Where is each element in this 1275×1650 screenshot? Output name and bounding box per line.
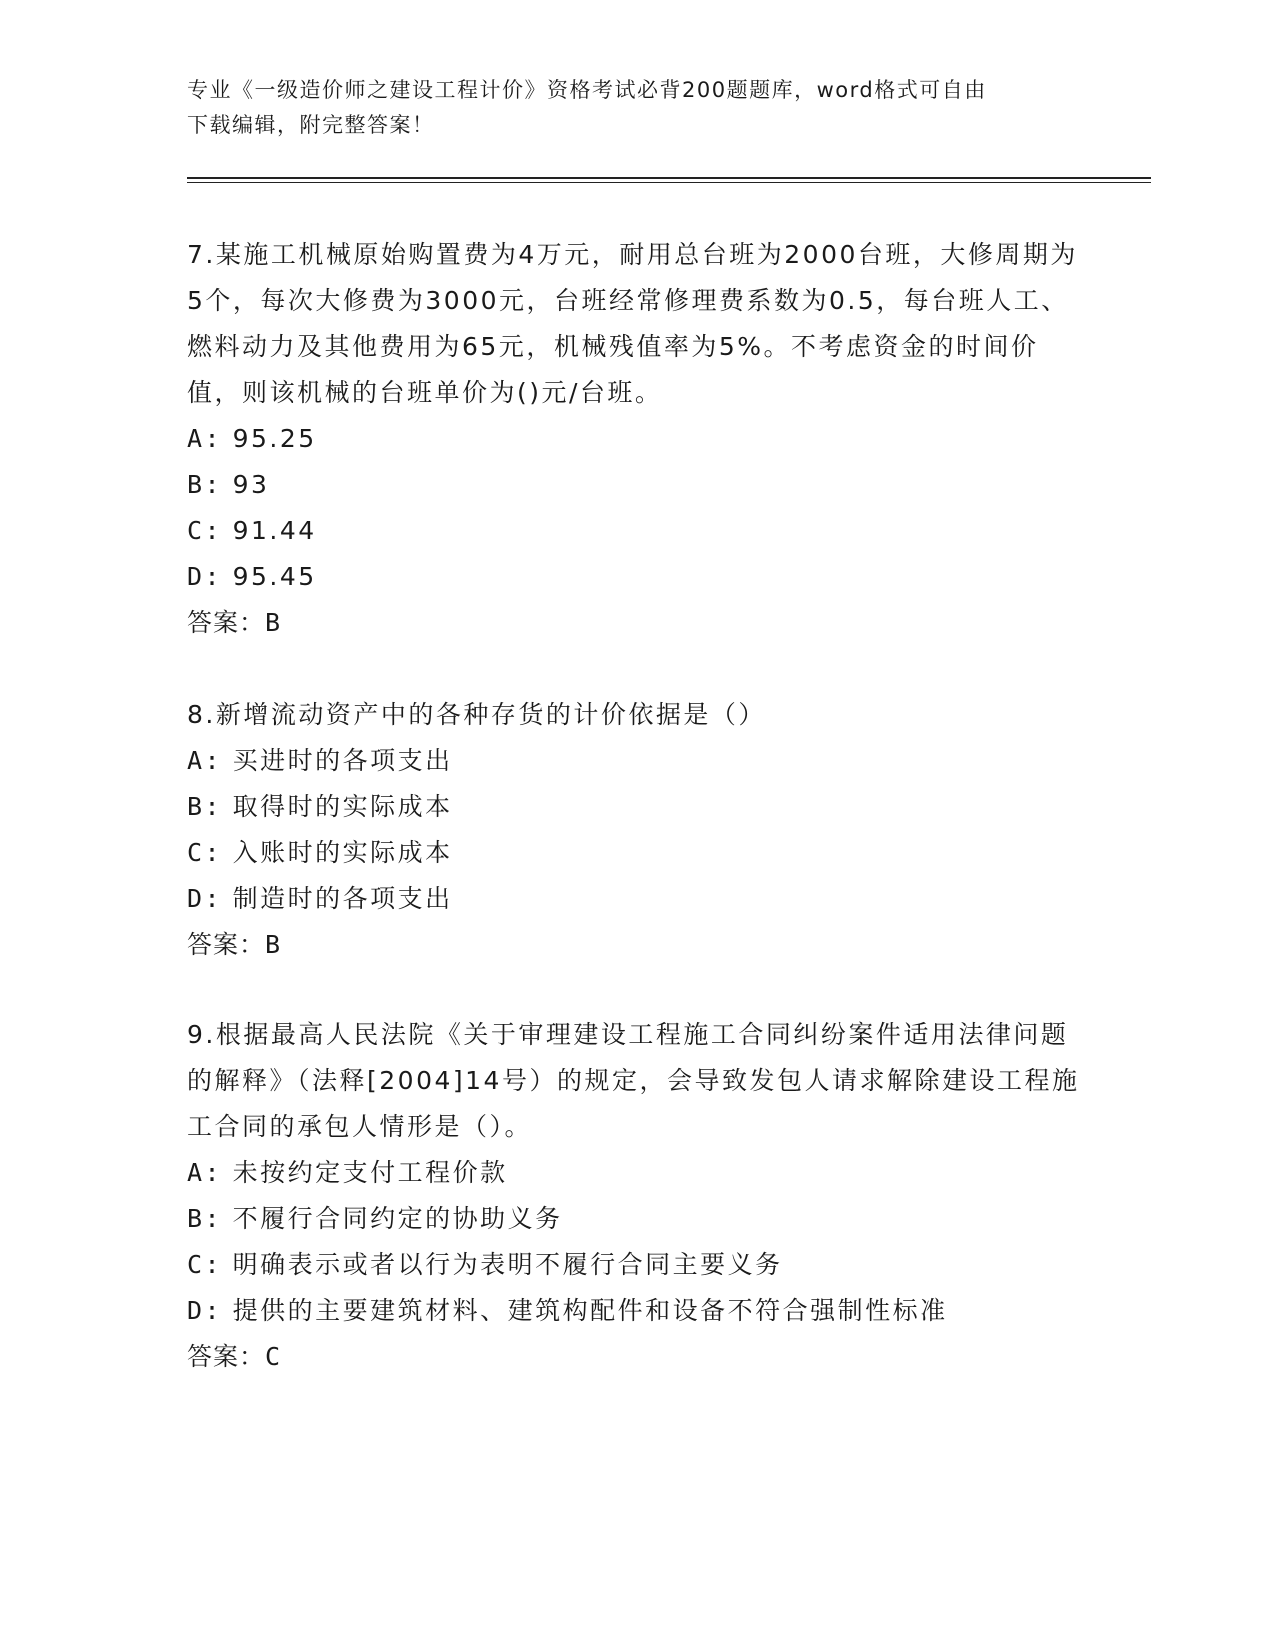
question-stem: 9.根据最高人民法院《关于审理建设工程施工合同纠纷案件适用法律问题的解释》（法释[2004]14号）的规定，会导致发包人请求解除建设工程施工合同的承包人情形是（）。 — [187, 1020, 1080, 1141]
option-text: 95.25 — [232, 424, 317, 453]
option-a — [187, 416, 1087, 462]
header-divider-thick — [187, 177, 1151, 179]
option-text: 提供的主要建筑材料、建筑构配件和设备不符合强制性标准 — [232, 1296, 948, 1325]
option-b — [187, 1196, 1087, 1242]
answer-line — [187, 922, 1087, 968]
option-d — [187, 1288, 1087, 1334]
header-line-2: 下载编辑，附完整答案！ — [187, 113, 435, 137]
question-9 — [187, 1012, 1087, 1380]
question-stem: 7.某施工机械原始购置费为4万元，耐用总台班为2000台班，大修周期为5个，每次大修费为3000元，台班经常修理费系数为0.5，每台班人工、燃料动力及其他费用为65元，机械残值率为5%。不考虑资金的时间价值，则该机械的台班单价为()元/台班。 — [187, 240, 1078, 407]
answer-label: 答案： — [187, 930, 266, 959]
option-d — [187, 554, 1087, 600]
option-letter: C: — [187, 838, 223, 867]
question-8 — [187, 692, 1087, 968]
answer-value: B — [265, 608, 282, 637]
option-text: 未按约定支付工程价款 — [232, 1158, 508, 1187]
option-c — [187, 830, 1087, 876]
option-letter: B: — [187, 470, 223, 499]
option-a — [187, 738, 1087, 784]
option-text: 取得时的实际成本 — [232, 792, 453, 821]
option-d — [187, 876, 1087, 922]
option-letter: A: — [187, 746, 223, 775]
option-letter: B: — [187, 792, 223, 821]
question-stem: 8.新增流动资产中的各种存货的计价依据是（） — [187, 700, 766, 729]
option-text: 不履行合同约定的协助义务 — [232, 1204, 563, 1233]
option-text: 95.45 — [232, 562, 317, 591]
answer-label: 答案： — [187, 1342, 266, 1371]
option-letter: A: — [187, 424, 223, 453]
answer-line — [187, 600, 1087, 646]
header-line-1: 专业《一级造价师之建设工程计价》资格考试必背200题题库，word格式可自由 — [187, 78, 987, 102]
option-c — [187, 1242, 1087, 1288]
option-b — [187, 462, 1087, 508]
option-a — [187, 1150, 1087, 1196]
answer-value: C — [265, 1342, 282, 1371]
option-b — [187, 784, 1087, 830]
option-c — [187, 508, 1087, 554]
option-letter: D: — [187, 562, 223, 591]
option-text: 93 — [232, 470, 270, 499]
answer-value: B — [265, 930, 282, 959]
option-text: 入账时的实际成本 — [232, 838, 453, 867]
document-header — [187, 73, 1087, 143]
answer-line — [187, 1334, 1087, 1380]
option-letter: B: — [187, 1204, 223, 1233]
option-text: 91.44 — [232, 516, 317, 545]
answer-label: 答案： — [187, 608, 266, 637]
option-letter: D: — [187, 1296, 223, 1325]
question-7 — [187, 232, 1087, 646]
option-text: 明确表示或者以行为表明不履行合同主要义务 — [232, 1250, 783, 1279]
option-text: 买进时的各项支出 — [232, 746, 453, 775]
option-letter: D: — [187, 884, 223, 913]
option-letter: C: — [187, 1250, 223, 1279]
option-text: 制造时的各项支出 — [232, 884, 453, 913]
header-divider-thin — [187, 182, 1151, 183]
option-letter: A: — [187, 1158, 223, 1187]
option-letter: C: — [187, 516, 223, 545]
